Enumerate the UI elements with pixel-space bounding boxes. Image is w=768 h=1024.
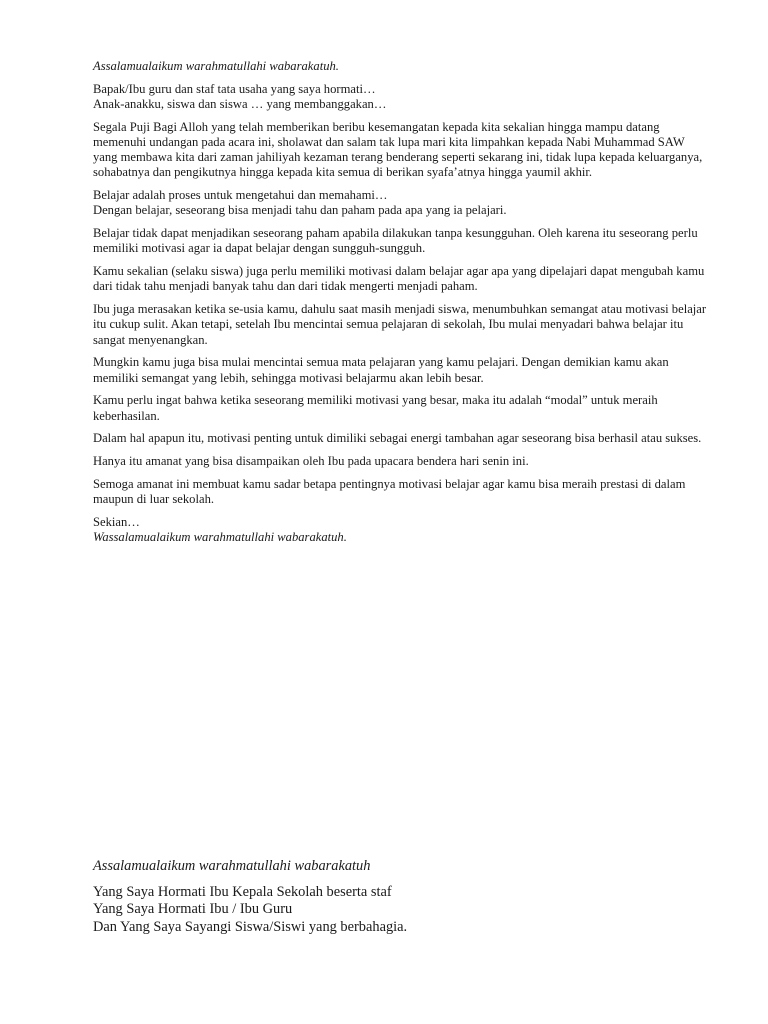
paragraph: Ibu juga merasakan ketika se-usia kamu, dahulu saat masih menjadi siswa, menumbuhkan semangat atau motivasi belajar itu cukup sulit. Akan tetapi, setelah Ibu mencintai semua pelajaran di sekolah, Ibu mulai menyadari bahwa belajar itu sangat menyenangkan.: [93, 302, 707, 347]
salutation-line: Yang Saya Hormati Ibu Kepala Sekolah beserta staf: [93, 883, 392, 900]
salutation-line: Yang Saya Hormati Ibu / Ibu Guru: [93, 901, 293, 918]
salutation-line: Anak-anakku, siswa dan siswa … yang membanggakan…: [93, 97, 387, 111]
closing-line: Sekian…: [93, 515, 140, 529]
paragraph: Hanya itu amanat yang bisa disampaikan oleh Ibu pada upacara bendera hari senin ini.: [93, 454, 529, 469]
salutation-block: [93, 82, 708, 112]
opening-greeting: Assalamualaikum warahmatullahi wabarakatuh.: [93, 59, 339, 73]
paragraph: Mungkin kamu juga bisa mulai mencintai semua mata pelajaran yang kamu pelajari. Dengan demikian kamu akan memiliki semangat yang lebih, sehingga motivasi belajarmu akan lebih besar.: [93, 355, 669, 385]
paragraph: Semoga amanat ini membuat kamu sadar betapa pentingnya motivasi belajar agar kamu bisa meraih prestasi di dalam maupun di luar sekolah.: [93, 477, 686, 507]
salutation-block-2: [93, 884, 653, 937]
opening-greeting-2: Assalamualaikum warahmatullahi wabarakatuh: [93, 858, 371, 874]
paragraph-line: Belajar adalah proses untuk mengetahui dan memahami…: [93, 188, 388, 203]
paragraph-line: Dengan belajar, seseorang bisa menjadi tahu dan paham pada apa yang ia pelajari.: [93, 203, 507, 218]
paragraph-pair: [93, 188, 708, 218]
paragraph: Dalam hal apapun itu, motivasi penting untuk dimiliki sebagai energi tambahan agar seseorang bisa berhasil atau sukses.: [93, 431, 702, 446]
closing-greeting: Wassalamualaikum warahmatullahi wabarakatuh.: [93, 530, 347, 545]
closing-block: [93, 515, 708, 545]
paragraph: Kamu perlu ingat bahwa ketika seseorang memiliki motivasi yang besar, maka itu adalah “modal” untuk meraih keberhasilan.: [93, 393, 658, 423]
paragraph: Kamu sekalian (selaku siswa) juga perlu memiliki motivasi dalam belajar agar apa yang dipelajari dapat mengubah kamu dari tidak tahu menjadi banyak tahu dan dari tidak mengerti menjadi paham.: [93, 264, 705, 294]
salutation-line: Bapak/Ibu guru dan staf tata usaha yang saya hormati…: [93, 81, 376, 96]
salutation-line: Dan Yang Saya Sayangi Siswa/Siswi yang berbahagia.: [93, 918, 408, 935]
speech-text-top: [93, 59, 708, 553]
speech-text-bottom: [93, 858, 653, 944]
paragraph: Belajar tidak dapat menjadikan seseorang paham apabila dilakukan tanpa kesungguhan. Oleh karena itu seseorang perlu memiliki motivasi agar ia dapat belajar dengan sungguh-sungguh.: [93, 226, 698, 256]
paragraph: Segala Puji Bagi Alloh yang telah memberikan beribu kesemangatan kepada kita sekalian hingga mampu datang memenuhi undangan pada acara ini, sholawat dan salam tak lupa mari kita limpahkan kepada Nabi Muhammad SAW yang membawa kita dari zaman jahiliyah kezaman terang benderang seperti sekarang ini, tidak lupa kepada keluarganya, sohabatnya dan pengikutnya hingga kepada kita semua di berikan syafa’atnya hingga yaumil akhir.: [93, 119, 703, 180]
